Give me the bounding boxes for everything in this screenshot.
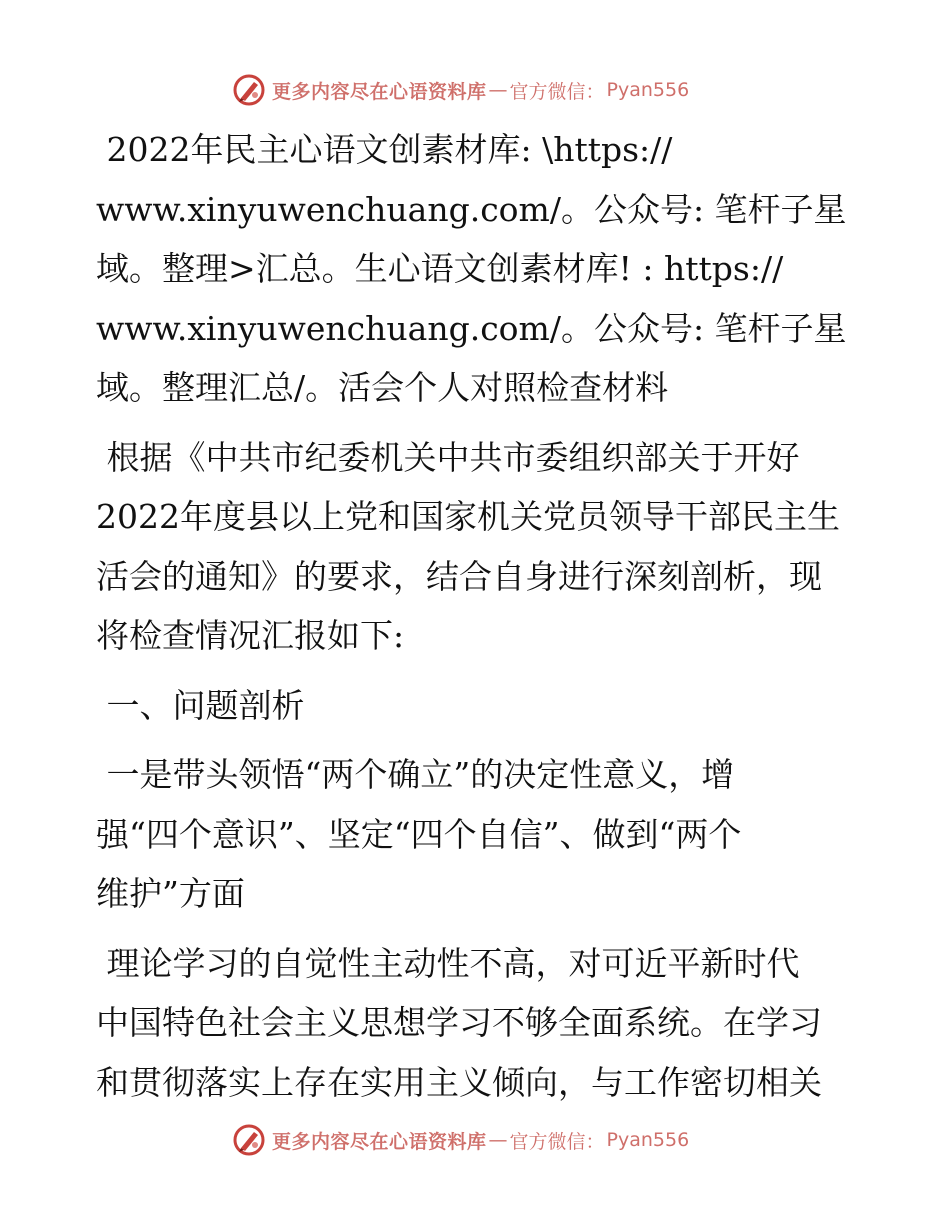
paragraph-theory bbox=[96, 934, 866, 1113]
header-watermark bbox=[232, 72, 689, 108]
text-line: 一、问题剖析 bbox=[96, 685, 305, 725]
watermark-contact: Pyan556 bbox=[606, 1129, 690, 1151]
watermark-contact: Pyan556 bbox=[606, 79, 690, 101]
watermark-dash: — bbox=[488, 79, 508, 101]
text-line: 中国特色社会主义思想学习不够全面系统。在学习 bbox=[96, 1003, 822, 1042]
text-line: 理论学习的自觉性主动性不高，对可近平新时代 bbox=[96, 943, 800, 983]
text-line: 域。整理>汇总。生心语文创素材库! : https:// bbox=[96, 249, 784, 288]
watermark-official: 官方微信： bbox=[509, 1130, 605, 1153]
section-heading bbox=[96, 676, 866, 736]
text-line: 2022年度县以上党和国家机关党员领导干部民主生 bbox=[96, 497, 840, 536]
paragraph-intro bbox=[96, 120, 866, 418]
text-line: 维护”方面 bbox=[96, 874, 245, 913]
text-line: www.xinyuwenchuang.com/。公众号: 笔杆子星 bbox=[96, 189, 847, 229]
footer-watermark bbox=[232, 1122, 689, 1158]
watermark-text: 更多内容尽在心语资料库 bbox=[272, 80, 487, 103]
text-line: www.xinyuwenchuang.com/。公众号: 笔杆子星 bbox=[96, 308, 847, 348]
watermark-dash: — bbox=[488, 1129, 508, 1151]
text-line: 将检查情况汇报如下: bbox=[96, 616, 405, 655]
watermark-text: 更多内容尽在心语资料库 bbox=[272, 1130, 487, 1153]
watermark-official: 官方微信： bbox=[509, 80, 605, 103]
text-line: 2022年民主心语文创素材库: \https:// bbox=[96, 130, 673, 169]
text-line: 根据《中共市纪委机关中共市委组织部关于开好 bbox=[96, 437, 800, 477]
text-line: 域。整理汇总/。活会个人对照检查材料 bbox=[96, 368, 669, 407]
pen-logo-icon bbox=[232, 1123, 266, 1157]
paragraph-point-one bbox=[96, 745, 866, 924]
text-line: 一是带头领悟“两个确立”的决定性意义，增 bbox=[96, 755, 735, 794]
paragraph-basis bbox=[96, 428, 866, 666]
text-line: 和贯彻落实上存在实用主义倾向，与工作密切相关 bbox=[96, 1062, 822, 1102]
pen-logo-icon bbox=[232, 73, 266, 107]
text-line: 强“四个意识”、坚定“四个自信”、做到“两个 bbox=[96, 814, 742, 854]
document-body bbox=[96, 120, 866, 1112]
text-line: 活会的通知》的要求，结合自身进行深刻剖析，现 bbox=[96, 556, 822, 596]
